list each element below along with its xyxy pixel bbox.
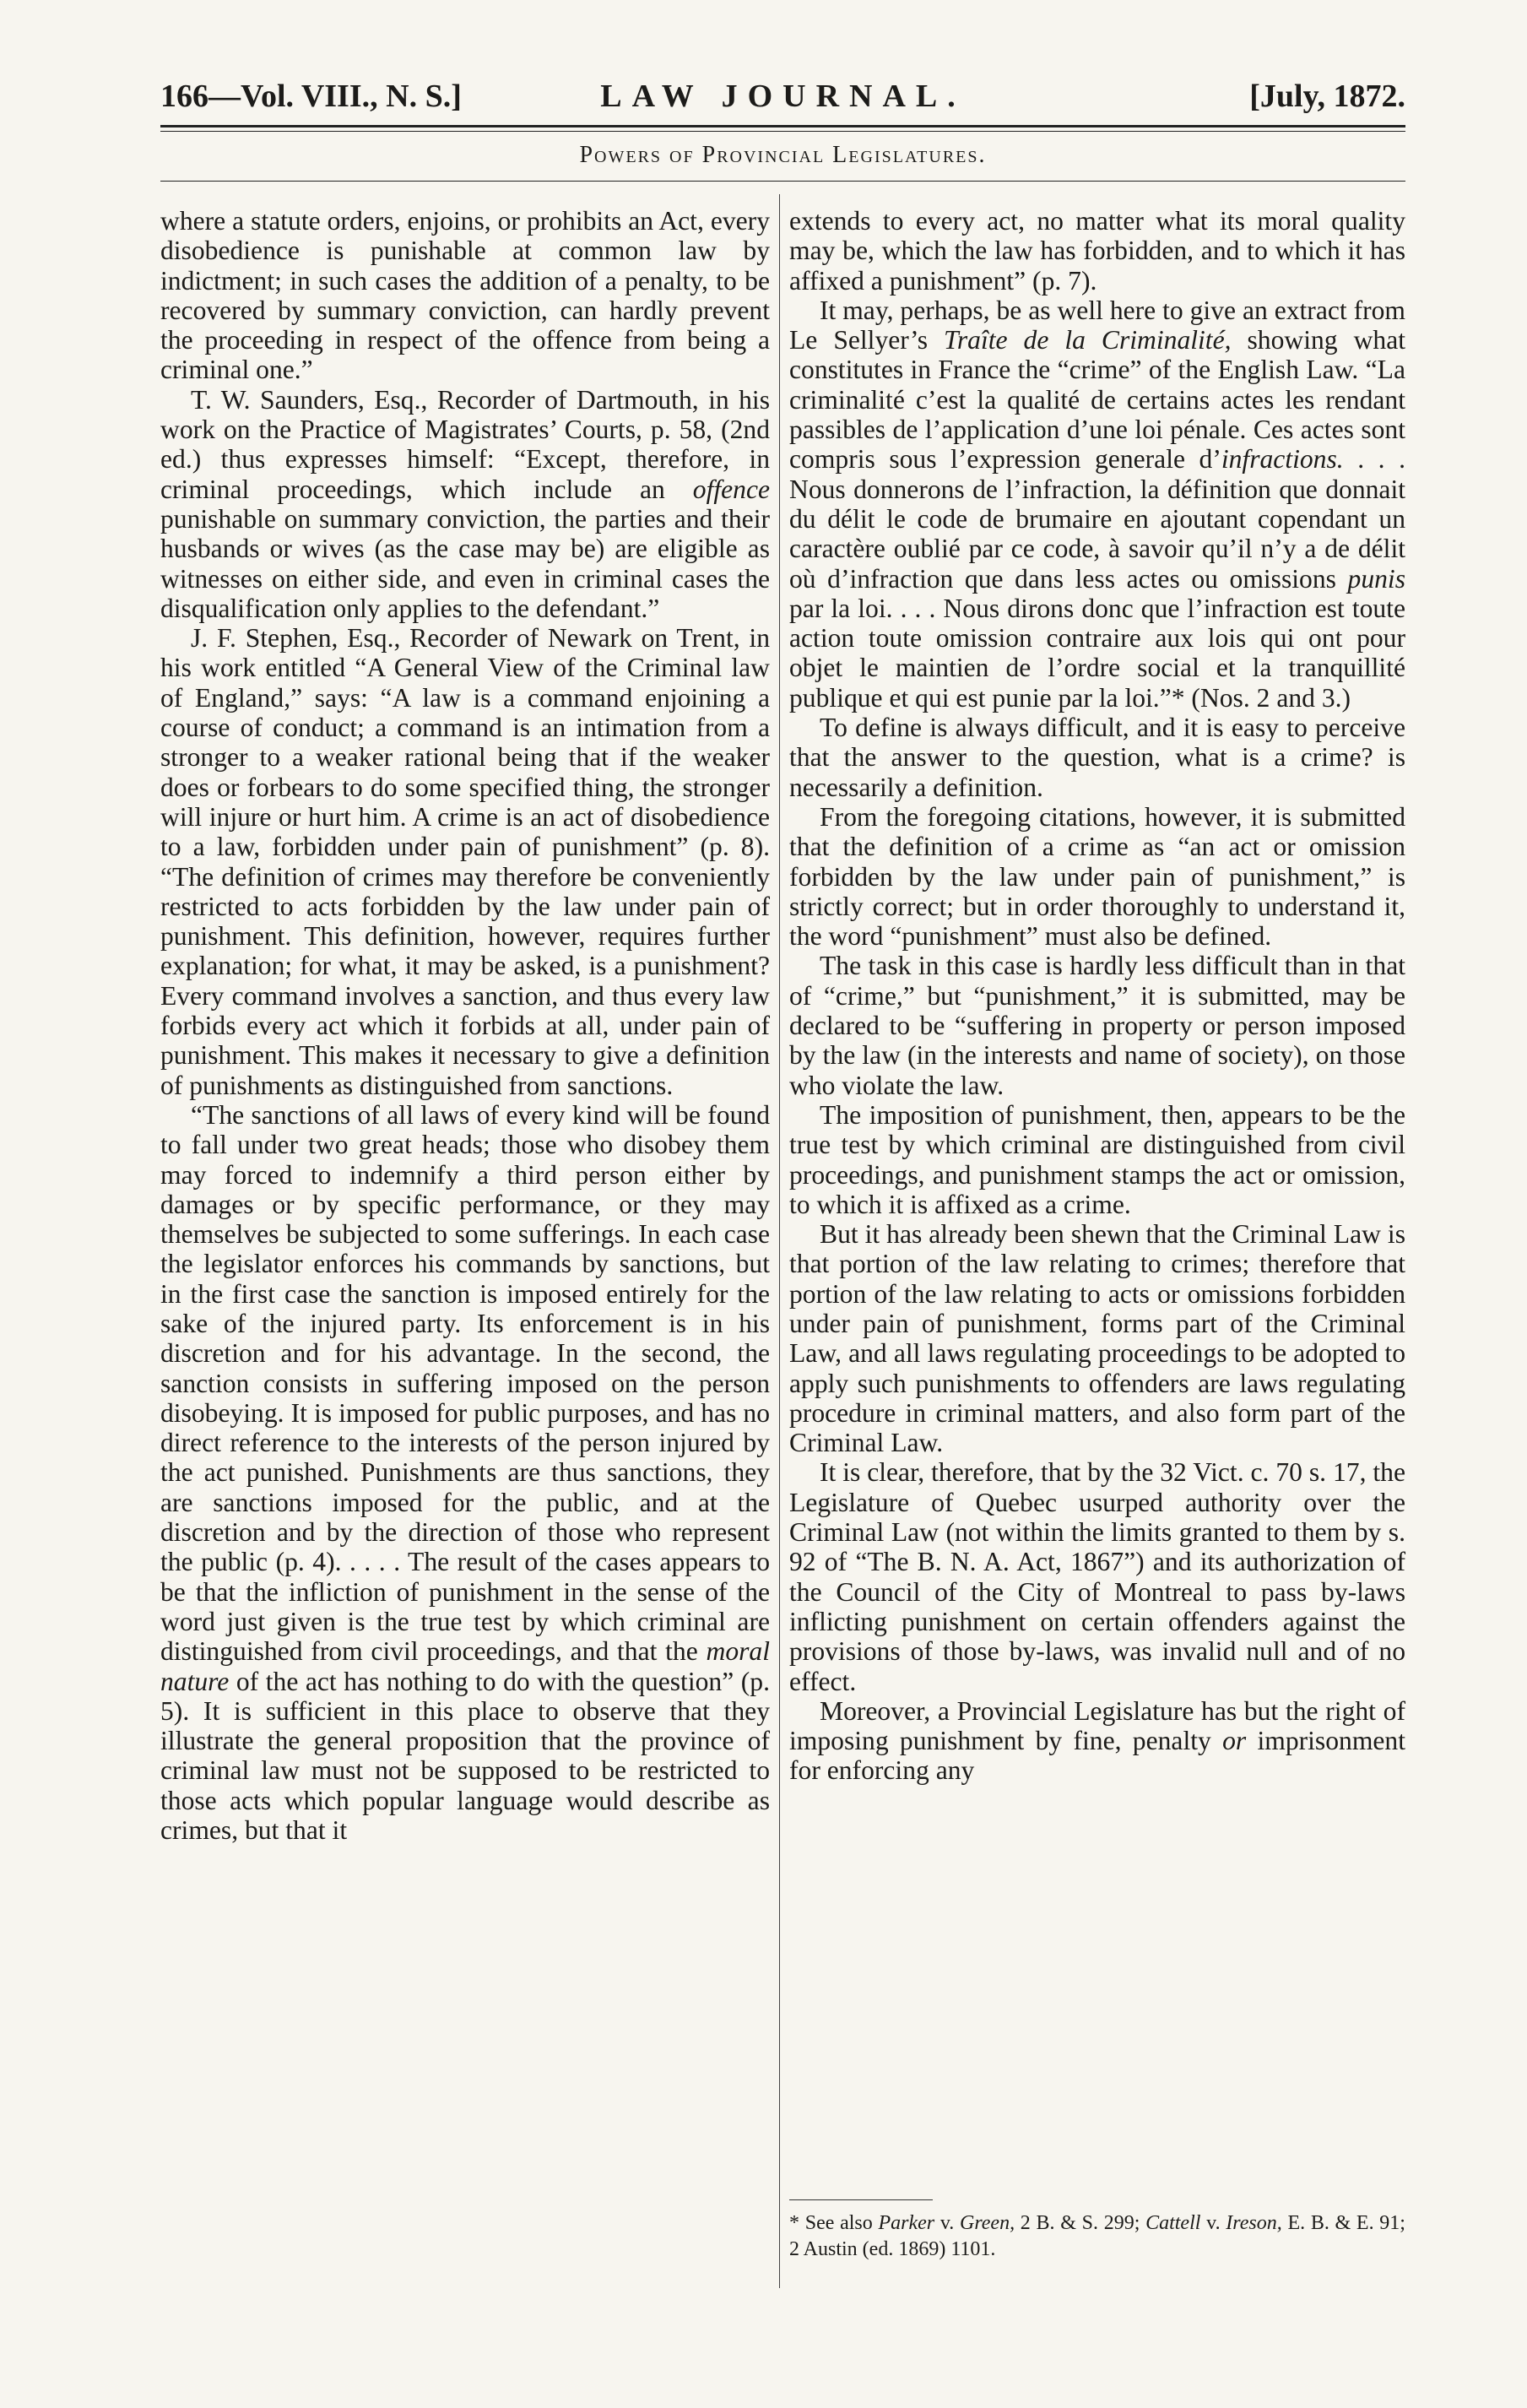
section-title: Powers of Provincial Legislatures. [579,142,987,168]
column-divider [779,194,780,2288]
header-rule-thick [160,125,1405,127]
footnote: * See also Parker v. Green, 2 B. & S. 299; Cattell v. Ireson, E. B. & E. 91; 2 Austin (ed. 1869) 1101. [789,2212,1405,2260]
journal-title: LAW JOURNAL. [600,79,966,114]
paragraph: To define is always difficult, and it is easy to perceive that the answer to the question, what is a crime? is necessarily a definition. [789,713,1405,802]
paragraph: It may, perhaps, be as well here to give an extract from Le Sellyer’s Traîte de la Criminalité, showing what constitutes in France the “crime” of the English Law. “La criminalité c’est la qualité de certains actes les rendant passibles de l’application d’une loi pénale. Ces actes sont compris sous l’expression generale d’infractions. . . . Nous donnerons de l’infraction, la définition que donnait du délit le code de brumaire en ajoutant copendant un caractère oublié par ce code, à savoir qu’il n’y a de délit où d’infraction que dans less actes ou omissions punis par la loi. . . . Nous dirons donc que l’infraction est toute action toute omission contraire aux lois qui ont pour objet le maintien de l’ordre social et la tranquillité publique et qui est punie par la loi.”* (Nos. 2 and 3.) [789,295,1405,713]
paragraph: where a statute orders, enjoins, or prohibits an Act, every disobedience is punishable at common law by indictment; in such cases the addition of a penalty, to be recovered by summary conviction, can hardly prevent the proceeding in respect of the offence from being a criminal one.” [160,206,770,385]
paragraph: J. F. Stephen, Esq., Recorder of Newark on Trent, in his work entitled “A General View of the Criminal law of England,” says: “A law is a command enjoining a course of conduct; a command is an intimation from a stronger to a weaker rational being that if the weaker does or forbears to do some specified thing, the stronger will injure or hurt him. A crime is an act of disobedience to a law, forbidden under pain of punishment” (p. 8). “The definition of crimes may therefore be conveniently restricted to acts forbidden by the law under pain of punishment. This definition, however, requires further explanation; for what, it may be asked, is a punishment? Every command involves a sanction, and thus every law forbids every act which it forbids at all, under pain of punishment. This makes it necessary to give a definition of punishments as distinguished from sanctions. [160,623,770,1100]
paragraph: The imposition of punishment, then, appears to be the true test by which criminal are distinguished from civil proceedings, and punishment stamps the act or omission, to which it is affixed as a crime. [789,1099,1405,1219]
paragraph: “The sanctions of all laws of every kind will be found to fall under two great heads; those who disobey them may forced to indemnify a third person either by damages or by specific performance, or they may themselves be subjected to some sufferings. In each case the legislator enforces his commands by sanctions, but in the first case the sanction is imposed entirely for the sake of the injured party. Its enforcement is in his discretion and for his advantage. In the second, the sanction consists in suffering imposed on the person disobeying. It is imposed for public purposes, and has no direct reference to the interests of the person injured by the act punished. Punishments are thus sanctions, they are sanctions imposed for the public, and at the discretion and by the direction of those who represent the public (p. 4). . . . . The result of the cases appears to be that the infliction of punishment in the sense of the word just given is the true test by which criminal are distinguished from civil proceedings, and that the moral nature of the act has nothing to do with the question” (p. 5). It is sufficient in this place to observe that they illustrate the general proposition that the province of criminal law must not be supposed to be restricted to those acts which popular language would describe as crimes, but that it [160,1099,770,1846]
paragraph: But it has already been shewn that the Criminal Law is that portion of the law relating to crimes; therefore that portion of the law relating to acts or omissions forbidden under pain of punishment, forms part of the Criminal Law, and all laws regulating proceedings to be adopted to apply such punishments to offenders are laws regulating procedure in criminal matters, and also form part of the Criminal Law. [789,1219,1405,1458]
paragraph: From the foregoing citations, however, it is submitted that the definition of a crime as “an act or omission forbidden by the law under pain of punishment,” is strictly correct; but in order thoroughly to understand it, the word “punishment” must also be defined. [789,801,1405,952]
issue-date: [July, 1872. [1249,79,1405,114]
paragraph: Moreover, a Provincial Legislature has but the right of imposing punishment by fine, penalty or imprisonment for enforcing any [789,1695,1405,1786]
paragraph: T. W. Saunders, Esq., Recorder of Dartmouth, in his work on the Practice of Magistrates’ Courts, p. 58, (2nd ed.) thus expresses himself: “Except, therefore, in criminal proceedings, which include an offence punishable on summary conviction, the parties and their husbands or wives (as the case may be) are eligible as witnesses on either side, and even in criminal cases the disqualification only applies to the defendant.” [160,384,770,623]
footnote-rule [789,2199,933,2200]
right-column [789,206,1405,1786]
paragraph: It is clear, therefore, that by the 32 Vict. c. 70 s. 17, the Legislature of Quebec usurped authority over the Criminal Law (not within the limits granted to them by s. 92 of “The B. N. A. Act, 1867”) and its authorization of the Council of the City of Montreal to pass by-laws inflicting punishment on certain offenders against the provisions of those by-laws, was invalid null and of no effect. [789,1457,1405,1696]
left-column [160,206,770,1845]
paragraph: The task in this case is hardly less difficult than in that of “crime,” but “punishment,” it is submitted, may be declared to be “suffering in property or person imposed by the law (in the interests and name of society), on those who violate the law. [789,951,1405,1100]
paragraph: extends to every act, no matter what its moral quality may be, which the law has forbidden, and to which it has affixed a punishment” (p. 7). [789,206,1405,296]
header-rule-thin [160,131,1405,132]
page-volume-label: 166—Vol. VIII., N. S.] [160,79,462,114]
running-header [160,74,1405,118]
section-rule [160,181,1405,182]
